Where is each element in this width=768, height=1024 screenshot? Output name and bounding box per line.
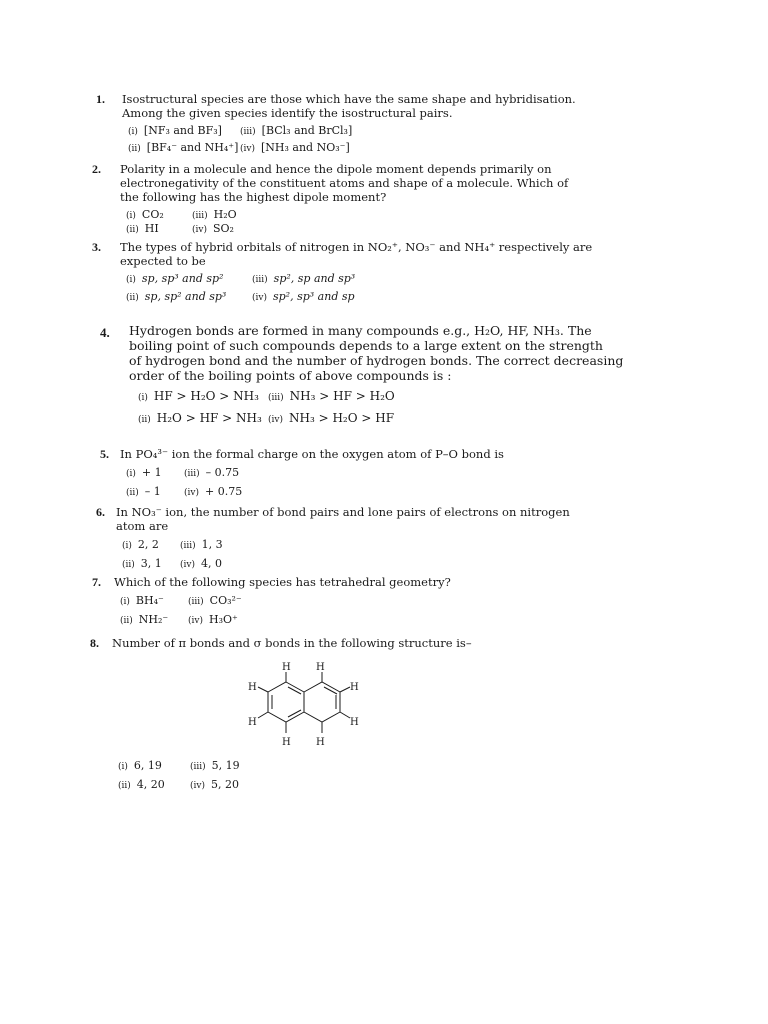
question-text-line: Hydrogen bonds are formed in many compounds e.g., H₂O, HF, NH₃. The	[129, 323, 592, 338]
option: (iv) 4, 0	[180, 557, 222, 570]
option: (iv) SO₂	[192, 222, 234, 235]
question-text-line: Among the given species identify the isostructural pairs.	[122, 106, 453, 120]
question-text-line: Polarity in a molecule and hence the dipole moment depends primarily on	[120, 162, 552, 176]
question-text-line: the following has the highest dipole moment?	[120, 190, 387, 204]
hydrogen-label: H	[248, 717, 257, 728]
question-number: 2.	[92, 162, 101, 176]
question-text-line: Number of π bonds and σ bonds in the following structure is–	[112, 636, 472, 650]
question-text-line: order of the boiling points of above compounds is :	[129, 368, 452, 383]
option: (iii) sp², sp and sp³	[252, 272, 356, 285]
question-text-line: The types of hybrid orbitals of nitrogen in NO₂⁺, NO₃⁻ and NH₄⁺ respectively are	[120, 240, 593, 254]
option: (i) + 1	[126, 466, 162, 479]
question-text-line: In NO₃⁻ ion, the number of bond pairs and lone pairs of electrons on nitrogen	[116, 505, 570, 519]
option: (iv) + 0.75	[184, 485, 243, 498]
question-text-line: atom are	[116, 519, 169, 533]
option: (ii) – 1	[126, 485, 161, 498]
question-number: 7.	[92, 575, 101, 589]
option: (iv) NH₃ > H₂O > HF	[268, 411, 395, 425]
question-text-line: electronegativity of the constituent atoms and shape of a molecule. Which of	[120, 176, 569, 190]
question-number: 6.	[96, 505, 105, 519]
option: (iii) 1, 3	[180, 538, 223, 551]
option: (iii) 5, 19	[190, 759, 240, 772]
hydrogen-label: H	[282, 737, 291, 748]
question-number: 8.	[90, 636, 99, 650]
option: (ii) sp, sp² and sp³	[126, 290, 227, 303]
naphthalene-structure	[240, 660, 370, 750]
option: (iii) CO₃²⁻	[188, 594, 242, 607]
question-text-line: Isostructural species are those which have the same shape and hybridisation.	[122, 92, 576, 106]
option: (i) 2, 2	[122, 538, 159, 551]
option: (ii) 4, 20	[118, 778, 165, 791]
hydrogen-label: H	[316, 737, 325, 748]
ring-bonds	[258, 672, 350, 733]
hydrogen-label: H	[316, 662, 325, 673]
option: (i) BH₄⁻	[120, 594, 164, 607]
option: (ii) 3, 1	[122, 557, 162, 570]
option: (iii) NH₃ > HF > H₂O	[268, 389, 395, 403]
option: (ii) H₂O > HF > NH₃	[138, 411, 262, 425]
question-number: 4.	[100, 325, 110, 340]
question-text-line: Which of the following species has tetrahedral geometry?	[114, 575, 451, 589]
question-text-line: expected to be	[120, 254, 206, 268]
question-text-line: boiling point of such compounds depends to a large extent on the strength	[129, 338, 603, 353]
hydrogen-label: H	[350, 717, 359, 728]
hydrogen-label: H	[282, 662, 291, 673]
option: (i) HF > H₂O > NH₃	[138, 389, 259, 403]
question-number: 3.	[92, 240, 101, 254]
option: (iii) [BCl₃ and BrCl₃]	[240, 124, 353, 137]
option: (iv) 5, 20	[190, 778, 239, 791]
option: (iii) H₂O	[192, 208, 237, 221]
question-number: 5.	[100, 447, 109, 461]
option: (iv) [NH₃ and NO₃⁻]	[240, 141, 350, 154]
option: (ii) HI	[126, 222, 159, 235]
option: (i) CO₂	[126, 208, 164, 221]
option: (iv) H₃O⁺	[188, 613, 238, 626]
option: (ii) [BF₄⁻ and NH₄⁺]	[128, 141, 239, 154]
hydrogen-label: H	[350, 682, 359, 693]
option: (i) sp, sp³ and sp²	[126, 272, 224, 285]
option: (iii) – 0.75	[184, 466, 240, 479]
question-text-line: of hydrogen bond and the number of hydrogen bonds. The correct decreasing	[129, 353, 624, 368]
option: (i) 6, 19	[118, 759, 162, 772]
question-number: 1.	[96, 92, 105, 106]
question-text-line: In PO₄³⁻ ion the formal charge on the oxygen atom of P–O bond is	[120, 447, 504, 461]
option: (i) [NF₃ and BF₃]	[128, 124, 222, 137]
option: (ii) NH₂⁻	[120, 613, 169, 626]
hydrogen-label: H	[248, 682, 257, 693]
option: (iv) sp², sp³ and sp	[252, 290, 355, 303]
